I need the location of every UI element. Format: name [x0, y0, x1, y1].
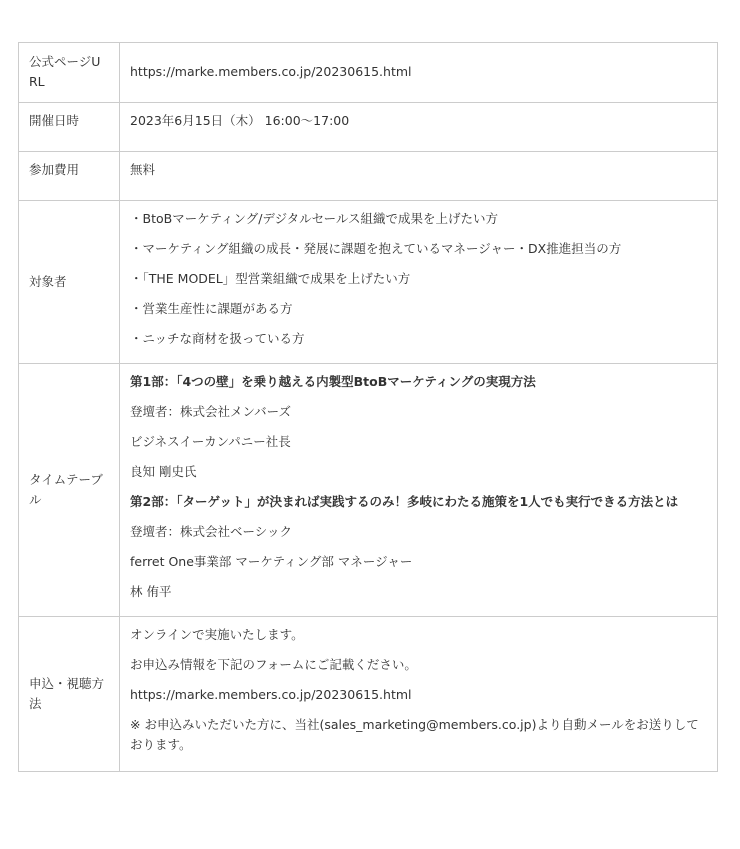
date-value: 2023年6月15日（木） 16:00〜17:00 [120, 103, 718, 152]
table-row-fee [19, 152, 718, 201]
event-info-table [18, 42, 718, 772]
apply-content [120, 617, 718, 772]
row-label: 公式ページURL [19, 43, 120, 103]
speaker-line: 登壇者：株式会社ベーシック [130, 524, 293, 539]
part2-title: 第2部：「ターゲット」が決まれば実践するのみ！多岐にわたる施策を1人でも実行できる方法とは [130, 494, 679, 509]
speaker-line: ferret One事業部 マーケティング部 マネージャー [130, 554, 413, 569]
target-list [120, 201, 718, 364]
table-row-apply [19, 617, 718, 772]
official-url-value[interactable]: https://marke.members.co.jp/20230615.html [120, 43, 718, 103]
speaker-line: 林 侑平 [130, 584, 172, 599]
row-label: 参加費用 [19, 152, 120, 201]
apply-note: ※ お申込みいただいた方に、当社(sales_marketing@members.co.jp)より自動メールをお送りしております。 [130, 717, 699, 752]
table-row-official-url [19, 43, 718, 103]
apply-line: オンラインで実施いたします。 [130, 627, 304, 642]
list-item: ・「THE MODEL」型営業組織で成果を上げたい方 [130, 271, 411, 286]
fee-value: 無料 [120, 152, 718, 201]
speaker-line: 良知 剛史氏 [130, 464, 197, 479]
part1-title: 第1部：「4つの壁」を乗り越える内製型BtoBマーケティングの実現方法 [130, 374, 536, 389]
speaker-line: ビジネスイーカンパニー社長 [130, 434, 291, 449]
table-row-timetable [19, 364, 718, 617]
speaker-line: 登壇者：株式会社メンバーズ [130, 404, 292, 419]
row-label: 対象者 [19, 201, 120, 364]
row-label: 申込・視聴方法 [19, 617, 120, 772]
row-label: タイムテーブル [19, 364, 120, 617]
list-item: ・BtoBマーケティング/デジタルセールス組織で成果を上げたい方 [130, 211, 499, 226]
list-item: ・マーケティング組織の成長・発展に課題を抱えているマネージャー・DX推進担当の方 [130, 241, 622, 256]
table-row-target [19, 201, 718, 364]
row-label: 開催日時 [19, 103, 120, 152]
table-row-date [19, 103, 718, 152]
apply-url[interactable]: https://marke.members.co.jp/20230615.html [130, 687, 412, 702]
timetable-content [120, 364, 718, 617]
list-item: ・営業生産性に課題がある方 [130, 301, 293, 316]
list-item: ・ニッチな商材を扱っている方 [130, 331, 305, 346]
apply-line: お申込み情報を下記のフォームにご記載ください。 [130, 657, 417, 672]
